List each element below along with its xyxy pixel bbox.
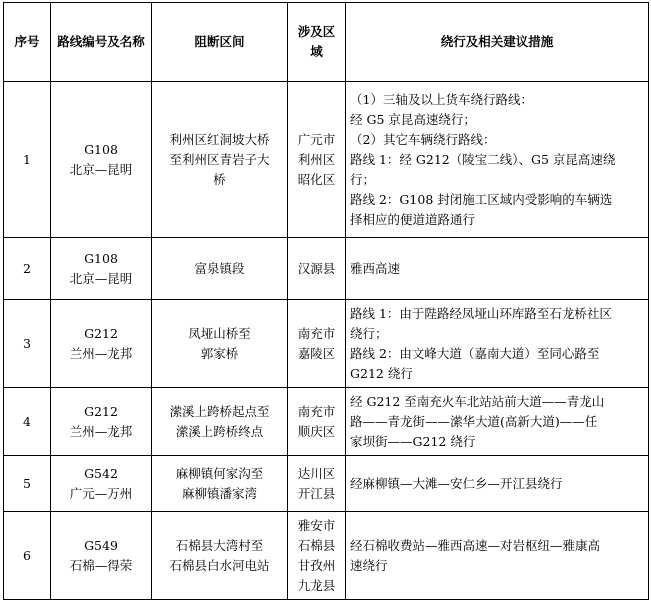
cell-detour-line: （2）其它车辆绕行路线： (350, 131, 496, 147)
cell-route-line: G212 (84, 403, 118, 419)
header-route: 路线编号及名称 (51, 3, 152, 82)
cell-section (152, 82, 288, 238)
header-section: 阻断区间 (152, 3, 288, 82)
cell-detour-line: 绕行； (350, 325, 388, 341)
cell-route-line: 北京—昆明 (69, 270, 133, 286)
cell-detour-line: 雅西高速 (350, 260, 401, 276)
cell-no (4, 238, 51, 300)
cell-route (51, 300, 152, 388)
cell-detour (346, 456, 649, 512)
header-no: 序号 (4, 3, 51, 82)
cell-route-line: G108 (84, 250, 118, 266)
cell-route (51, 388, 152, 456)
cell-detour-line: G212 绕行 (350, 365, 413, 381)
cell-area (288, 238, 346, 300)
cell-area (288, 456, 346, 512)
cell-section (152, 456, 288, 512)
cell-area-line: 嘉陵区 (297, 345, 336, 361)
cell-area-line: 广元市 (297, 131, 336, 147)
cell-area (288, 388, 346, 456)
cell-detour-line: 路线 1：经 G212（陵宝二线）、G5 京昆高速绕 (350, 151, 616, 167)
cell-detour-line: 行； (350, 171, 376, 187)
cell-detour-line: 路线 1：由于陛路经凤垭山环库路至石龙桥社区 (350, 305, 612, 321)
cell-detour-line: 路——青龙街——潆华大道(高新大道)——任 (350, 413, 598, 429)
cell-detour (346, 238, 649, 300)
cell-section-line: 潆溪上跨桥起点至 (169, 403, 270, 419)
cell-route-line: 石棉—得荣 (69, 557, 133, 573)
cell-area-line: 雅安市 (297, 517, 336, 533)
cell-route-line: G542 (84, 465, 118, 481)
table-row (4, 300, 649, 388)
cell-no (4, 388, 51, 456)
cell-no (4, 82, 51, 238)
cell-detour-line: 经石棉收费站—雅西高速—对岩枢纽—雅康高 (350, 537, 601, 553)
cell-area-line: 九龙县 (297, 577, 336, 593)
cell-no-line: 3 (23, 335, 31, 351)
cell-detour-line: 经麻柳镇—大滩—安仁乡—开江县绕行 (350, 475, 563, 491)
cell-no (4, 512, 51, 600)
cell-section-line: 麻柳镇潘家湾 (181, 485, 257, 501)
cell-area-line: 南充市 (297, 325, 336, 341)
cell-area (288, 300, 346, 388)
detour-table (3, 2, 649, 600)
cell-detour-line: 经 G5 京昆高速绕行； (350, 111, 476, 127)
cell-section (152, 512, 288, 600)
cell-detour (346, 82, 649, 238)
cell-no-line: 4 (23, 413, 31, 429)
cell-route-line: 北京—昆明 (69, 161, 133, 177)
table-row (4, 238, 649, 300)
cell-section-line: 麻柳镇何家沟至 (175, 465, 264, 481)
cell-area-line: 开江县 (297, 485, 336, 501)
table-row (4, 456, 649, 512)
cell-section (152, 238, 288, 300)
cell-detour-line: （1）三轴及以上货车绕行路线： (350, 91, 533, 107)
cell-no (4, 300, 51, 388)
cell-section-line: 利州区红洞坡大桥 (169, 131, 270, 147)
cell-no-line: 1 (23, 151, 31, 167)
cell-section (152, 388, 288, 456)
cell-area-line: 昭化区 (297, 171, 336, 187)
header-row (4, 3, 649, 82)
cell-detour (346, 388, 649, 456)
cell-area (288, 512, 346, 600)
cell-route-line: 兰州—龙邦 (69, 423, 133, 439)
cell-route-line: 兰州—龙邦 (69, 345, 133, 361)
cell-route-line: G549 (84, 537, 118, 553)
cell-route (51, 456, 152, 512)
cell-section-line: 凤垭山桥至 (188, 325, 251, 341)
cell-route (51, 238, 152, 300)
cell-detour-line: 家坝街——G212 绕行 (350, 433, 476, 449)
cell-detour-line: 择相应的便道道路通行 (350, 211, 476, 227)
cell-area (288, 82, 346, 238)
table-row (4, 512, 649, 600)
cell-section-line: 桥 (213, 171, 226, 187)
cell-area-line: 顺庆区 (297, 423, 336, 439)
cell-route (51, 512, 152, 600)
cell-area-line: 达川区 (297, 465, 336, 481)
cell-no-line: 6 (23, 547, 31, 563)
cell-section (152, 300, 288, 388)
header-detour: 绕行及相关建议措施 (346, 3, 649, 82)
cell-route (51, 82, 152, 238)
cell-section-line: 石棉县大湾村至 (175, 537, 264, 553)
cell-detour-line: 路线 2：由文峰大道（嘉南大道）至同心路至 (350, 345, 600, 361)
table-row (4, 82, 649, 238)
cell-detour-line: 经 G212 至南充火车北站站前大道——青龙山 (350, 393, 605, 409)
cell-detour (346, 300, 649, 388)
cell-section-line: 郭家桥 (200, 345, 239, 361)
table-row (4, 388, 649, 456)
cell-route-line: 广元—万州 (69, 485, 133, 501)
cell-section-line: 至利州区青岩子大 (169, 151, 270, 167)
cell-area-line: 利州区 (297, 151, 336, 167)
cell-area-line: 南充市 (297, 403, 336, 419)
cell-route-line: G212 (84, 325, 118, 341)
cell-no-line: 2 (23, 260, 31, 276)
cell-detour-line: 路线 2：G108 封闭施工区域内受影响的车辆选 (350, 191, 613, 207)
cell-area-line: 甘孜州 (297, 557, 336, 573)
cell-route-line: G108 (84, 141, 118, 157)
cell-section-line: 潆溪上跨桥终点 (175, 423, 264, 439)
cell-no-line: 5 (23, 475, 31, 491)
cell-section-line: 富泉镇段 (194, 260, 245, 276)
header-area: 涉及区域 (288, 3, 346, 82)
cell-no (4, 456, 51, 512)
cell-area-line: 石棉县 (297, 537, 336, 553)
cell-detour-line: 速绕行 (350, 557, 388, 573)
cell-area-line: 汉源县 (297, 260, 336, 276)
cell-section-line: 石棉县白水河电站 (169, 557, 270, 573)
cell-detour (346, 512, 649, 600)
